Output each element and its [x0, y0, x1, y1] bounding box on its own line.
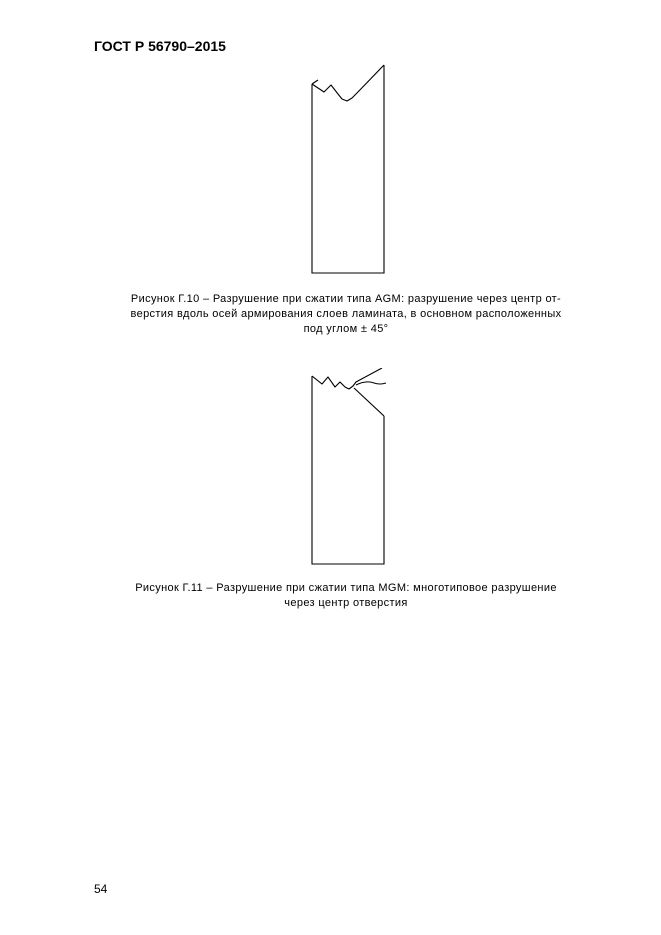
caption-line: Рисунок Г.10 – Разрушение при сжатии типа AGM: разрушение через центр от- — [130, 293, 562, 305]
page-number: 54 — [94, 882, 108, 896]
mgm-failure-sketch — [300, 368, 396, 568]
figure-g11-drawing — [300, 368, 396, 568]
fracture-diagonal — [354, 388, 384, 416]
specimen-outline — [312, 376, 384, 564]
caption-line: через центр отверстия — [284, 597, 408, 609]
specimen-outline — [312, 65, 384, 273]
agm-failure-sketch — [300, 60, 396, 278]
caption-line: Рисунок Г.11 – Разрушение при сжатии типа MGM: многотиповое разрушение — [135, 582, 557, 594]
caption-line: верстия вдоль осей армирования слоев ламината, в основном расположенных — [130, 308, 562, 320]
figure-g10-caption — [92, 292, 600, 337]
document-header — [94, 38, 226, 54]
fracture-left-tip — [312, 80, 318, 84]
fracture-line — [312, 65, 384, 101]
figure-g10-drawing — [300, 60, 396, 278]
delamination-curve — [356, 382, 386, 385]
fracture-line — [312, 368, 382, 389]
figure-g11-caption — [92, 581, 600, 611]
standard-designation: ГОСТ Р 56790–2015 — [94, 38, 226, 54]
caption-line: под углом ± 45° — [303, 323, 389, 335]
